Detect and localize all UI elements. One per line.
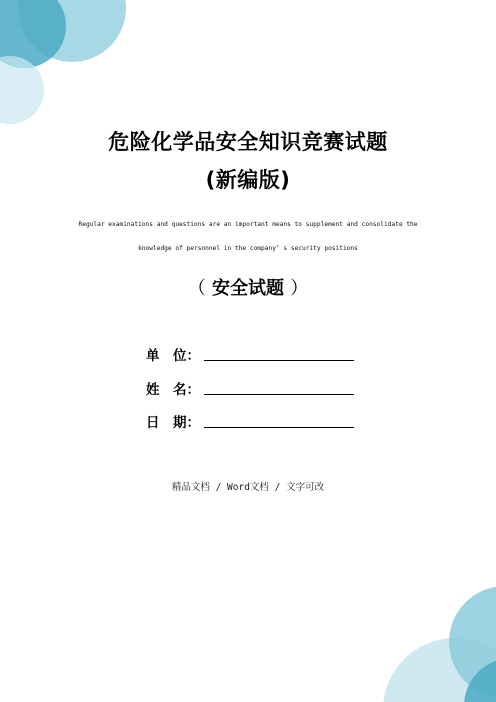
date-label: 日 期：: [146, 415, 200, 431]
document-title: 危险化学品安全知识竞赛试题: [108, 130, 388, 154]
category-open-paren: （: [187, 278, 206, 299]
unit-blank-line[interactable]: [204, 346, 354, 361]
document-category: [0, 277, 496, 301]
name-label: 姓 名：: [146, 382, 200, 398]
top-left-circle-dark: [0, 0, 66, 68]
bottom-right-circle-light: [449, 586, 496, 698]
unit-field: [146, 346, 354, 366]
footer-note: 精品文档 / Word文档 / 文字可改: [171, 482, 325, 493]
category-close-paren: ）: [290, 278, 309, 299]
category-label: 安全试题: [212, 278, 284, 299]
bottom-right-circle-pale: [383, 638, 496, 702]
name-blank-line[interactable]: [204, 380, 354, 395]
name-field: [146, 380, 354, 400]
date-field: [146, 413, 354, 433]
subtitle-line-2: knowledge of personnel in the company’ s security positions: [138, 245, 358, 252]
subtitle-line-1: Regular examinations and questions are an important means to supplement and consolidate the: [78, 221, 418, 228]
top-left-circle-light: [18, 0, 126, 62]
bottom-right-circle-dark: [464, 658, 496, 702]
top-left-circle-pale: [0, 56, 44, 124]
document-edition: (新编版): [205, 168, 291, 192]
unit-label: 单 位：: [146, 348, 200, 364]
date-blank-line[interactable]: [204, 413, 354, 428]
